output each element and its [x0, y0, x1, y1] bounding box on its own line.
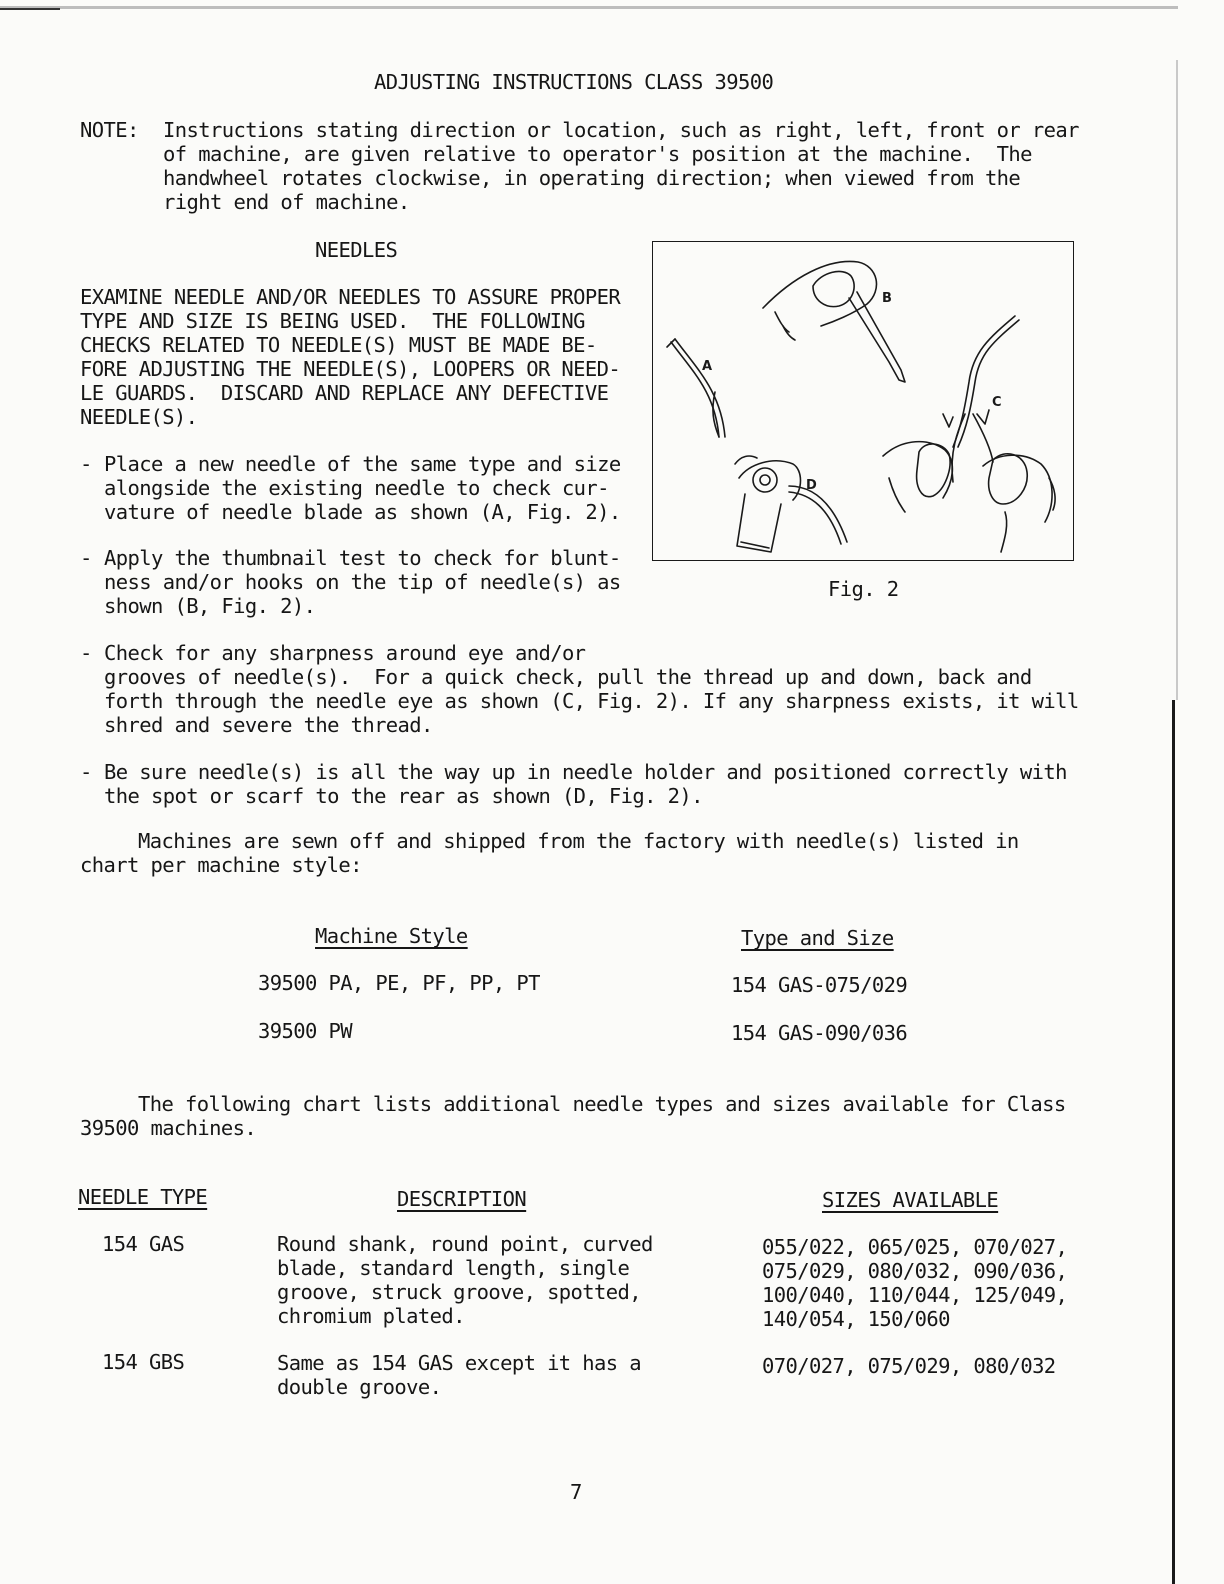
header-description: DESCRIPTION [397, 1187, 527, 1211]
scan-edge-top [0, 6, 1178, 9]
figure-2 [652, 241, 1074, 561]
sizes-line: 140/054, 150/060 [762, 1307, 950, 1331]
intro-line: TYPE AND SIZE IS BEING USED. THE FOLLOWING [80, 309, 585, 333]
description-line: blade, standard length, single [277, 1256, 630, 1280]
intro-line: EXAMINE NEEDLE AND/OR NEEDLES TO ASSURE PROPER [80, 285, 621, 309]
note-line: right end of machine. [163, 190, 410, 214]
bullet-dash: - [80, 546, 92, 570]
section-heading: NEEDLES [315, 238, 398, 262]
shipped-line: chart per machine style: [80, 853, 362, 877]
header-type-size: Type and Size [741, 926, 894, 950]
header-machine-style: Machine Style [315, 924, 468, 948]
description-line: Round shank, round point, curved [277, 1232, 653, 1256]
shipped-line: Machines are sewn off and shipped from the factory with needle(s) listed in [138, 829, 1019, 853]
header-sizes-available: SIZES AVAILABLE [822, 1188, 999, 1212]
style-cell: 39500 PW [258, 1019, 352, 1043]
thread-eye-test-drawing [883, 316, 1055, 552]
additional-line: 39500 machines. [80, 1116, 257, 1140]
additional-line: The following chart lists additional needle types and sizes available for Class [138, 1092, 1066, 1116]
note-line: handwheel rotates clockwise, in operating direction; when viewed from the [163, 166, 1021, 190]
note-line: Instructions stating direction or location, such as right, left, front or rear [163, 118, 1079, 142]
intro-line: LE GUARDS. DISCARD AND REPLACE ANY DEFECTIVE [80, 381, 609, 405]
sizes-line: 075/029, 080/032, 090/036, [762, 1259, 1068, 1283]
page-title: ADJUSTING INSTRUCTIONS CLASS 39500 [374, 70, 774, 94]
description-line: double groove. [277, 1375, 442, 1399]
header-needle-type: NEEDLE TYPE [78, 1185, 208, 1209]
scan-edge-right-light [1176, 60, 1178, 700]
note-line: of machine, are given relative to operator's position at the machine. The [163, 142, 1032, 166]
page-number: 7 [570, 1480, 582, 1504]
needle-holder-drawing [735, 456, 847, 552]
bullet-line: forth through the needle eye as shown (C, Fig. 2). If any sharpness exists, it will [104, 689, 1079, 713]
scan-edge-right [1172, 700, 1175, 1584]
thumbnail-test-drawing [763, 261, 905, 382]
bullet-line: grooves of needle(s). For a quick check, pull the thread up and down, back and [104, 665, 1032, 689]
sizes-line: 070/027, 075/029, 080/032 [762, 1354, 1056, 1378]
bullet-line: alongside the existing needle to check cur- [104, 476, 609, 500]
bullet-dash: - [80, 641, 92, 665]
style-cell: 39500 PA, PE, PF, PP, PT [258, 971, 540, 995]
description-line: Same as 154 GAS except it has a [277, 1351, 642, 1375]
needle-comparison-drawing [667, 339, 725, 437]
bullet-line: Place a new needle of the same type and size [104, 452, 621, 476]
bullet-line: shown (B, Fig. 2). [104, 594, 316, 618]
intro-line: NEEDLE(S). [80, 405, 198, 429]
needle-type-cell: 154 GAS [102, 1232, 185, 1256]
figure-label-a: A [702, 359, 713, 374]
bullet-line: the spot or scarf to the rear as shown (D, Fig. 2). [104, 784, 703, 808]
needle-type-cell: 154 GBS [102, 1350, 185, 1374]
note-label: NOTE: [80, 118, 139, 142]
description-line: chromium plated. [277, 1304, 465, 1328]
bullet-line: Apply the thumbnail test to check for blunt- [104, 546, 621, 570]
sizes-line: 055/022, 065/025, 070/027, [762, 1235, 1068, 1259]
bullet-dash: - [80, 452, 92, 476]
sizes-line: 100/040, 110/044, 125/049, [762, 1283, 1068, 1307]
description-line: groove, struck groove, spotted, [277, 1280, 642, 1304]
scan-edge-mark [0, 8, 60, 10]
figure-label-b: B [882, 291, 892, 306]
bullet-dash: - [80, 760, 92, 784]
figure-label-d: D [806, 478, 817, 493]
bullet-line: shred and severe the thread. [104, 713, 433, 737]
intro-line: CHECKS RELATED TO NEEDLE(S) MUST BE MADE BE- [80, 333, 597, 357]
bullet-line: Be sure needle(s) is all the way up in needle holder and positioned correctly with [104, 760, 1067, 784]
figure-caption: Fig. 2 [828, 577, 899, 601]
needle-check-illustration [653, 242, 1073, 560]
figure-label-c: C [992, 395, 1002, 410]
type-size-cell: 154 GAS-090/036 [731, 1021, 908, 1045]
bullet-line: ness and/or hooks on the tip of needle(s) as [104, 570, 621, 594]
intro-line: FORE ADJUSTING THE NEEDLE(S), LOOPERS OR NEED- [80, 357, 621, 381]
bullet-line: Check for any sharpness around eye and/or [104, 641, 586, 665]
bullet-line: vature of needle blade as shown (A, Fig. 2). [104, 500, 621, 524]
type-size-cell: 154 GAS-075/029 [731, 973, 908, 997]
